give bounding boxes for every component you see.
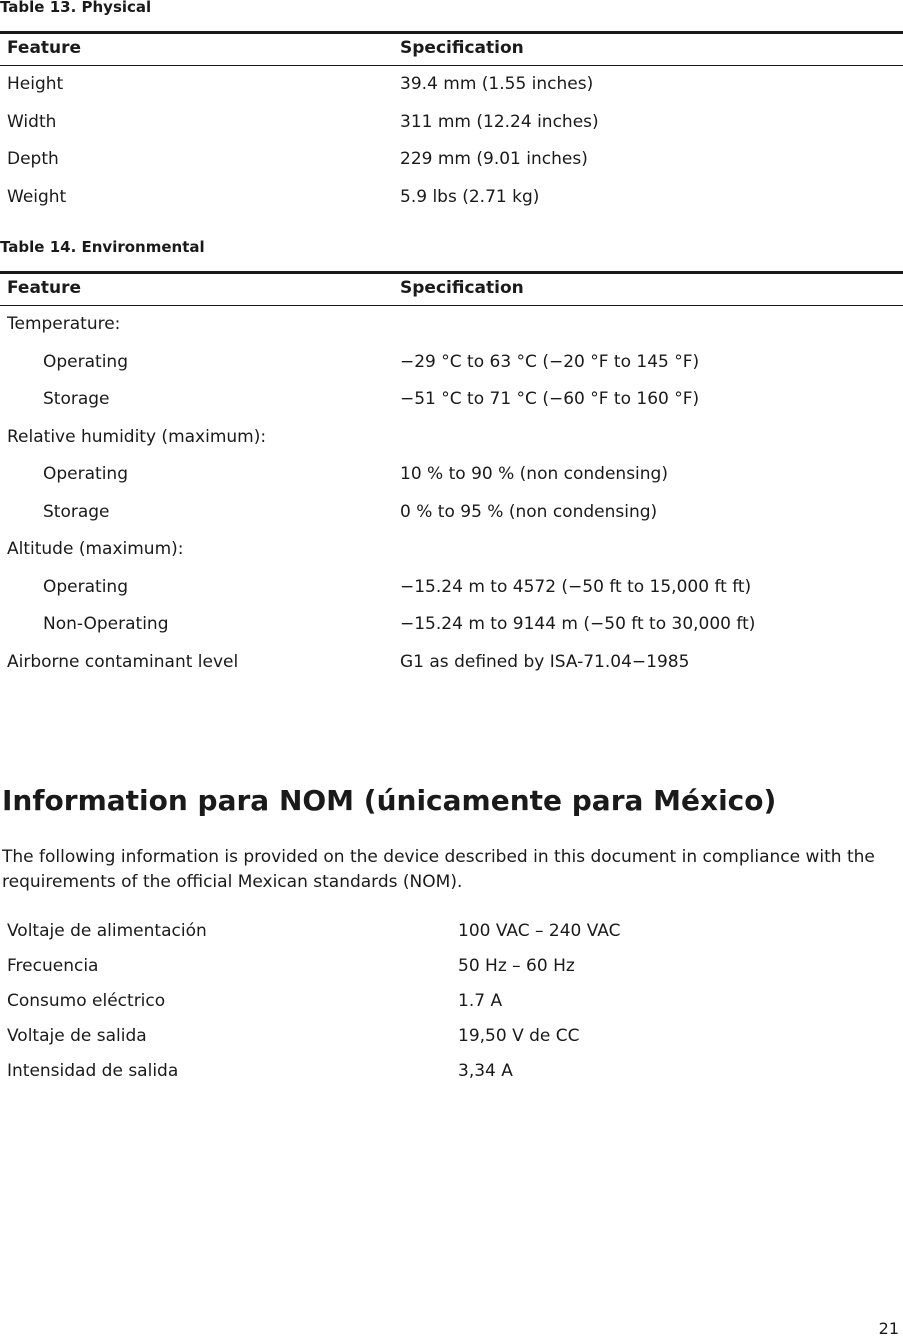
table-row — [0, 644, 903, 682]
page-number: 21 — [878, 1319, 899, 1338]
feature-cell: Temperature: — [7, 314, 121, 334]
spec-cell: −29 °C to 63 °C (−20 °F to 145 °F) — [400, 351, 700, 372]
spec-cell: 229 mm (9.01 inches) — [400, 149, 588, 169]
nom-value: 3,34 A — [458, 1061, 513, 1081]
feature-cell: Storage — [43, 501, 110, 522]
nom-table — [0, 914, 903, 1089]
feature-cell: Operating — [43, 576, 128, 597]
nom-heading: Information para NOM (únicamente para México) — [2, 784, 777, 817]
nom-value: 100 VAC – 240 VAC — [458, 921, 621, 941]
feature-cell: Weight — [7, 186, 67, 207]
header-feature: Feature — [7, 38, 82, 58]
spec-cell: 39.4 mm (1.55 inches) — [400, 74, 594, 94]
spec-cell: G1 as defined by ISA-71.04−1985 — [400, 651, 690, 672]
nom-label: Voltaje de alimentación — [7, 921, 207, 941]
table-row — [0, 344, 903, 382]
nom-label: Frecuencia — [7, 956, 99, 976]
table-14-caption: Table 14. Environmental — [0, 238, 205, 256]
feature-cell: Height — [7, 74, 64, 94]
physical-table — [0, 31, 903, 216]
table-row — [0, 456, 903, 494]
table-row — [0, 1054, 903, 1089]
feature-cell: Operating — [43, 464, 128, 484]
feature-cell: Width — [7, 111, 57, 132]
nom-intro-paragraph: The following information is provided on the device described in this document in compliance with the requirements of the official Mexican standards (NOM). — [2, 847, 875, 892]
table-row — [0, 141, 903, 179]
table-13-caption: Table 13. Physical — [0, 0, 152, 16]
table-row — [0, 179, 903, 217]
spec-cell: 10 % to 90 % (non condensing) — [400, 464, 668, 484]
feature-cell: Altitude (maximum): — [7, 539, 184, 559]
spec-cell: −51 °C to 71 °C (−60 °F to 160 °F) — [400, 389, 700, 409]
table-row — [0, 914, 903, 949]
nom-label: Intensidad de salida — [7, 1061, 179, 1081]
spec-cell: −15.24 m to 9144 m (−50 ft to 30,000 ft) — [400, 614, 756, 634]
table-row — [0, 381, 903, 419]
nom-value: 50 Hz – 60 Hz — [458, 956, 575, 976]
table-row — [0, 66, 903, 104]
header-feature: Feature — [7, 278, 82, 298]
spec-cell: 311 mm (12.24 inches) — [400, 111, 599, 132]
table-row — [0, 419, 903, 457]
spec-cell: −15.24 m to 4572 (−50 ft to 15,000 ft ft) — [400, 576, 752, 597]
table-header — [0, 31, 903, 66]
spec-cell: 5.9 lbs (2.71 kg) — [400, 186, 540, 207]
table-row — [0, 606, 903, 644]
table-row — [0, 306, 903, 344]
table-row — [0, 984, 903, 1019]
feature-cell: Depth — [7, 149, 59, 169]
table-row — [0, 494, 903, 532]
feature-cell: Relative humidity (maximum): — [7, 426, 267, 447]
table-header — [0, 271, 903, 306]
table-row — [0, 104, 903, 142]
nom-label: Consumo eléctrico — [7, 991, 166, 1011]
table-row — [0, 531, 903, 569]
spec-cell: 0 % to 95 % (non condensing) — [400, 501, 658, 522]
table-row — [0, 569, 903, 607]
nom-value: 19,50 V de CC — [458, 1026, 580, 1046]
environmental-table — [0, 271, 903, 681]
table-row — [0, 1019, 903, 1054]
feature-cell: Airborne contaminant level — [7, 651, 239, 672]
feature-cell: Operating — [43, 351, 128, 372]
header-specification: Specification — [400, 38, 524, 58]
nom-label: Voltaje de salida — [7, 1026, 147, 1046]
table-row — [0, 949, 903, 984]
nom-value: 1.7 A — [458, 991, 503, 1011]
feature-cell: Storage — [43, 389, 110, 409]
header-specification: Specification — [400, 278, 524, 298]
feature-cell: Non-Operating — [43, 614, 169, 634]
